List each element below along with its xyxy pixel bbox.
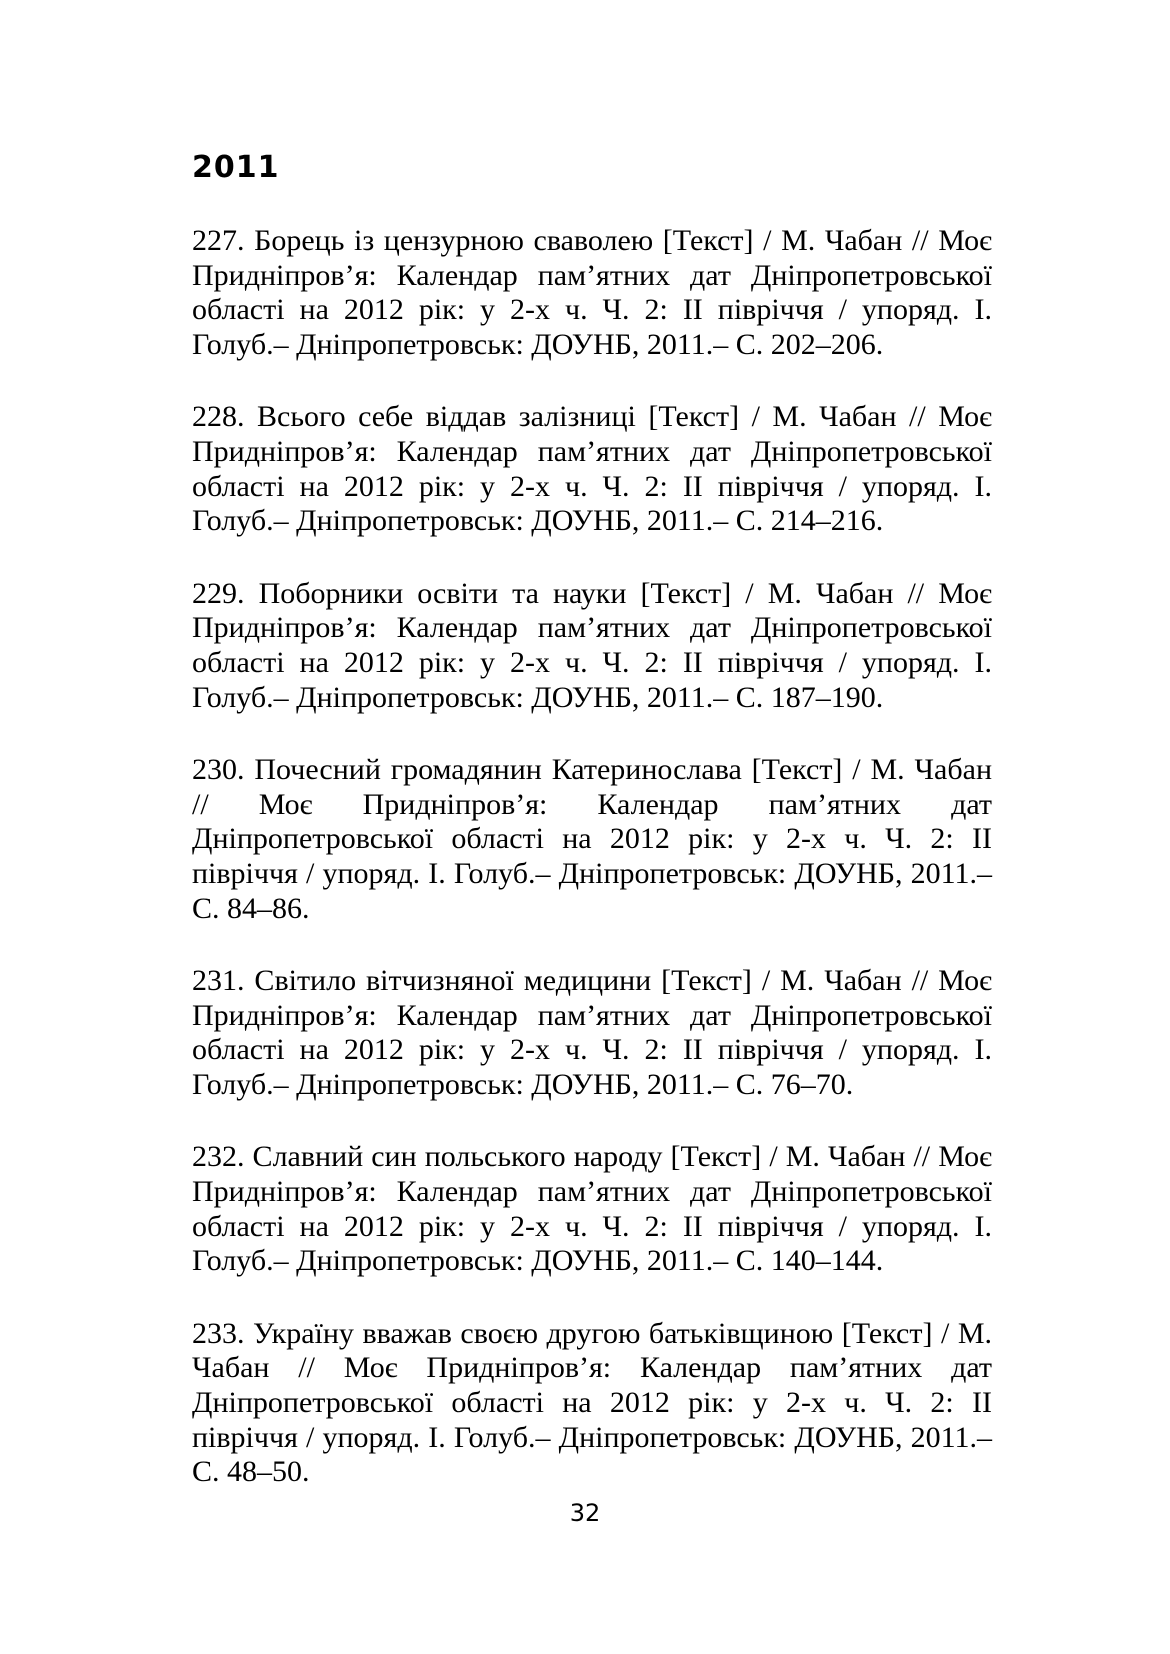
bibliography-entry: 228. Всього себе віддав залізниці [Текст] / М. Чабан // Моє Придніпров’я: Календар пам’ятних дат Дніпропетровської області на 2012 рік: у 2-х ч. Ч. 2: ІІ півріччя / упоряд. І. Голуб.– Дніпропетровськ: ДОУНБ, 2011.– С. 214–216. bbox=[192, 400, 992, 538]
bibliography-entry: 233. Україну вважав своєю другою батьківщиною [Текст] / М. Чабан // Моє Придніпров’я: Календар пам’ятних дат Дніпропетровської області на 2012 рік: у 2-х ч. Ч. 2: ІІ півріччя / упоряд. І. Голуб.– Дніпропетровськ: ДОУНБ, 2011.– С. 48–50. bbox=[192, 1316, 992, 1489]
bibliography-entry: 231. Світило вітчизняної медицини [Текст] / М. Чабан // Моє Придніпров’я: Календар пам’ятних дат Дніпропетровської області на 2012 рік: у 2-х ч. Ч. 2: ІІ півріччя / упоряд. І. Голуб.– Дніпропетровськ: ДОУНБ, 2011.– С. 76–70. bbox=[192, 964, 992, 1101]
bibliography-list bbox=[192, 224, 992, 1528]
section-year-heading: 2011 bbox=[192, 150, 280, 185]
bibliography-entry: 229. Поборники освіти та науки [Текст] / М. Чабан // Моє Придніпров’я: Календар пам’ятних дат Дніпропетровської області на 2012 рік: у 2-х ч. Ч. 2: ІІ півріччя / упоряд. І. Голуб.– Дніпропетровськ: ДОУНБ, 2011.– С. 187–190. bbox=[192, 576, 992, 714]
page-number: 32 bbox=[569, 1499, 601, 1527]
bibliography-entry: 227. Борець із цензурною сваволею [Текст] / М. Чабан // Моє Придніпров’я: Календар пам’ятних дат Дніпропетровської області на 2012 рік: у 2-х ч. Ч. 2: ІІ півріччя / упоряд. І. Голуб.– Дніпропетровськ: ДОУНБ, 2011.– С. 202–206. bbox=[192, 224, 992, 361]
bibliography-entry: 230. Почесний громадянин Катеринослава [Текст] / М. Чабан // Моє Придніпров’я: Календар пам’ятних дат Дніпропетровської області на 2012 рік: у 2-х ч. Ч. 2: ІІ півріччя / упоряд. І. Голуб.– Дніпропетровськ: ДОУНБ, 2011.– С. 84–86. bbox=[192, 753, 992, 925]
bibliography-entry: 232. Славний син польського народу [Текст] / М. Чабан // Моє Придніпров’я: Календар пам’ятних дат Дніпропетровської області на 2012 рік: у 2-х ч. Ч. 2: ІІ півріччя / упоряд. І. Голуб.– Дніпропетровськ: ДОУНБ, 2011.– С. 140–144. bbox=[192, 1140, 992, 1278]
